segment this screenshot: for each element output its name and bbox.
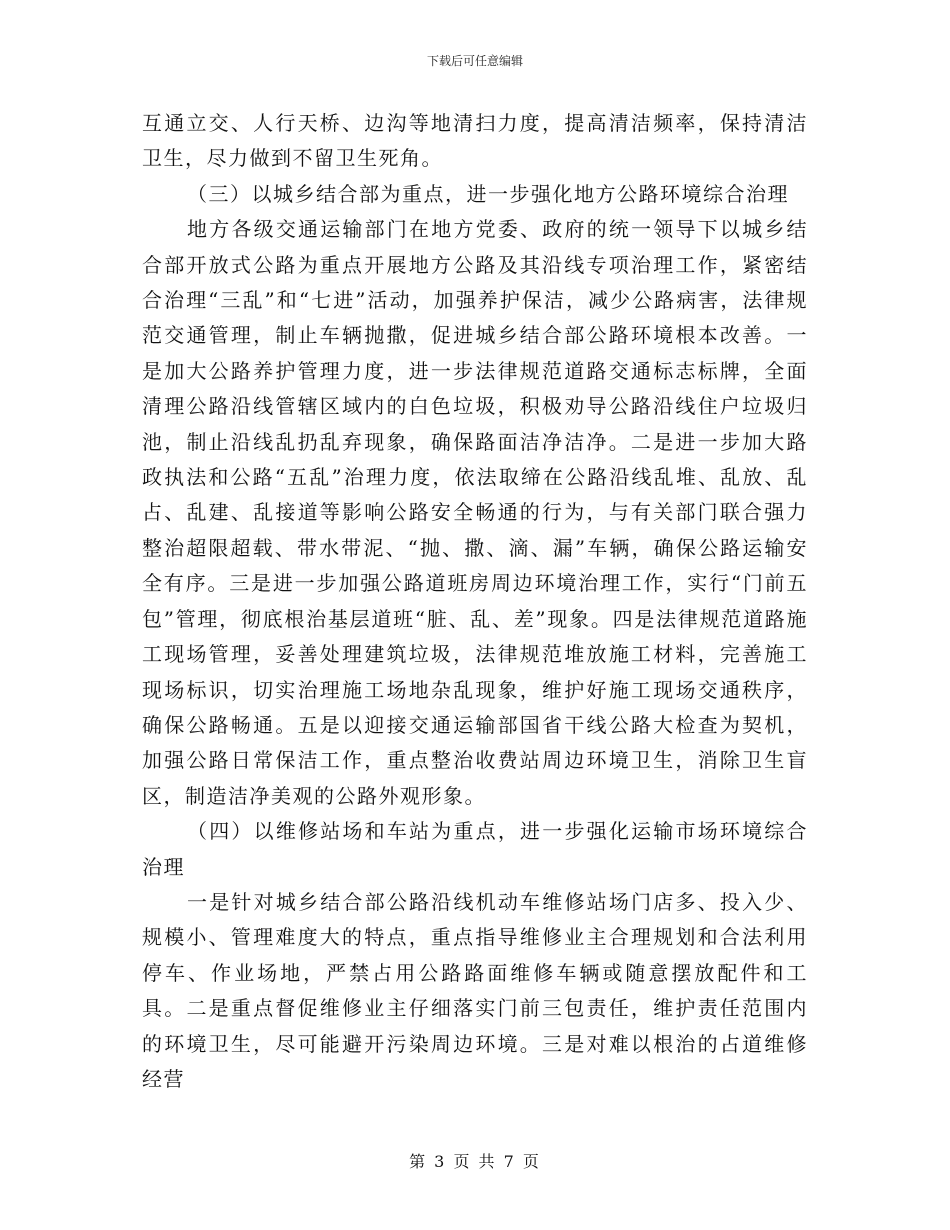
page-number: 第 3 页 共 7 页	[409, 1152, 541, 1171]
paragraph-section-3: 地方各级交通运输部门在地方党委、政府的统一领导下以城乡结合部开放式公路为重点开展地方公路及其沿线专项治理工作，紧密结合治理“三乱”和“七进”活动，加强养护保洁，减少公路病害，法律规范交通管理，制止车辆抛撒，促进城乡结合部公路环境根本改善。一是加大公路养护管理力度，进一步法律规范道路交通标志标牌，全面清理公路沿线管辖区域内的白色垃圾，积极劝导公路沿线住户垃圾归池，制止沿线乱扔乱弃现象，确保路面洁净洁净。二是进一步加大路政执法和公路“五乱”治理力度，依法取缔在公路沿线乱堆、乱放、乱占、乱建、乱接道等影响公路安全畅通的行为，与有关部门联合强力整治超限超载、带水带泥、“抛、撒、滴、漏”车辆，确保公路运输安全有序。三是进一步加强公路道班房周边环境治理工作，实行“门前五包”管理，彻底根治基层道班“脏、乱、差”现象。四是法律规范道路施工现场管理，妥善处理建筑垃圾，法律规范堆放施工材料，完善施工现场标识，切实治理施工场地杂乱现象，维护好施工现场交通秩序，确保公路畅通。五是以迎接交通运输部国省干线公路大检查为契机，加强公路日常保洁工作，重点整治收费站周边环境卫生，消除卫生盲区，制造洁净美观的公路外观形象。	[142, 217, 808, 808]
document-body	[142, 106, 808, 1097]
section-heading-3: （三）以城乡结合部为重点，进一步强化地方公路环境综合治理	[187, 181, 789, 206]
paragraph-continuation: 互通立交、人行天桥、边沟等地清扫力度，提高清洁频率，保持清洁卫生，尽力做到不留卫生死角。	[142, 111, 808, 171]
paragraph-section-4: 一是针对城乡结合部公路沿线机动车维修站场门店多、投入少、规模小、管理难度大的特点，重点指导维修业主合理规划和合法利用停车、作业场地，严禁占用公路路面维修车辆或随意摆放配件和工具。二是重点督促维修业主仔细落实门前三包责任，维护责任范围内的环境卫生，尽可能避开污染周边环境。三是对难以根治的占道维修经营	[142, 889, 808, 1091]
page-header-note: 下载后可任意编辑	[426, 54, 523, 68]
section-heading-4: （四）以维修站场和车站为重点，进一步强化运输市场环境综合治理	[142, 819, 808, 879]
